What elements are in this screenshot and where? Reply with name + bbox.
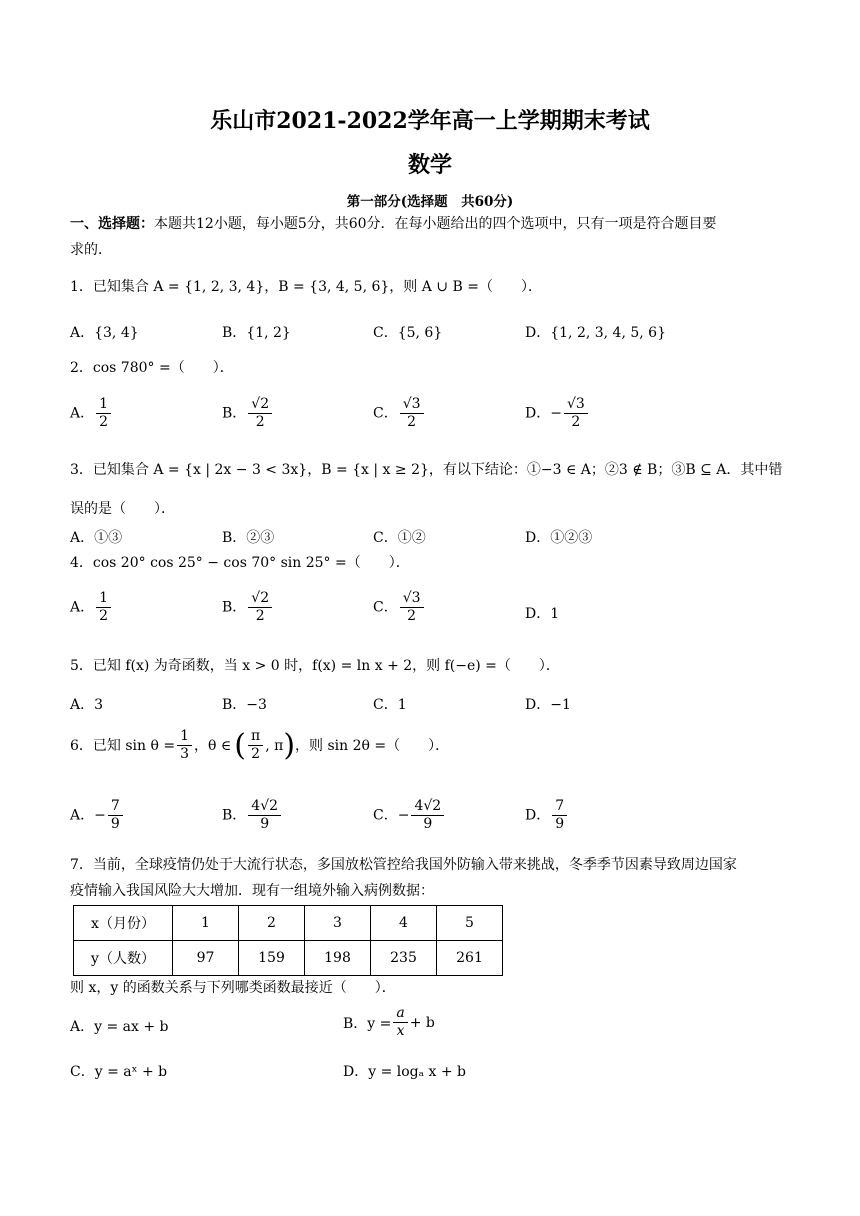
- cases-table: [73, 905, 503, 976]
- question-2-option-a: A． $\frac{1}{2}$: [70, 396, 113, 431]
- question-2-option-c: C． $\frac{√3}{2}$: [373, 396, 426, 431]
- question-2-option-d: D．− $\frac{√3}{2}$: [525, 396, 590, 431]
- table-cell: 5: [437, 906, 503, 941]
- question-4-option-b: B． $\frac{√2}{2}$: [222, 590, 274, 625]
- question-2-stem: 2．cos 780° =（ ）．: [70, 360, 234, 376]
- question-4-stem: 4．cos 20° cos 25° − cos 70° sin 25° =（ ）．: [70, 555, 410, 571]
- table-cell: 235: [371, 941, 437, 976]
- question-4-option-d: D．1: [525, 606, 560, 622]
- question-6-stem: 6．已知 sin θ = $\frac{1}{3}$ ，θ ∈ ( $\frac{\pi}{2}$ , π ) ，则 sin 2θ =（ ）．: [70, 727, 450, 763]
- question-1-option-d: D．{1, 2, 3, 4, 5, 6}: [525, 325, 666, 341]
- question-1-option-a: A．{3, 4}: [70, 325, 139, 341]
- question-5-option-a: A．3: [70, 697, 104, 713]
- question-7-stem-line3: 则 x，y 的函数关系与下列哪类函数最接近（ ）．: [70, 980, 396, 996]
- exam-title: 乐山市2021-2022学年高一上学期期末考试: [210, 108, 650, 134]
- question-4-option-c: C． $\frac{√3}{2}$: [373, 590, 426, 625]
- question-6-option-a: A．− $\frac{7}{9}$: [70, 798, 125, 833]
- table-cell: 2: [239, 906, 305, 941]
- question-7-option-b: B．y = $\frac{a}{x}$ + b: [343, 1005, 435, 1039]
- table-cell: 1: [173, 906, 239, 941]
- row-x-header: x（月份）: [74, 906, 173, 941]
- question-3-stem-line1: 3．已知集合 A = {x | 2x − 3 < 3x}，B = {x | x ≥ 2}，有以下结论：①−3 ∈ A；②3 ∉ B；③B ⊆ A．其中错: [70, 462, 783, 478]
- table-cell: 159: [239, 941, 305, 976]
- question-7-option-c: C．y = aˣ + b: [70, 1064, 168, 1080]
- table-cell: 97: [173, 941, 239, 976]
- question-1-option-c: C．{5, 6}: [373, 325, 443, 341]
- part-header: 第一部分(选择题 共60分): [346, 194, 514, 210]
- question-5-stem: 5．已知 f(x) 为奇函数，当 x > 0 时，f(x) = ln x + 2，则 f(−e) =（ ）．: [70, 658, 560, 674]
- table-row: [74, 906, 503, 941]
- question-5-option-d: D．−1: [525, 697, 571, 713]
- question-3-option-a: A．①③: [70, 530, 123, 546]
- question-1-option-b: B．{1, 2}: [222, 325, 291, 341]
- section-label: 一、选择题：: [70, 216, 154, 232]
- table-row: [74, 941, 503, 976]
- question-7-stem-line1: 7．当前，全球疫情仍处于大流行状态，多国放松管控给我国外防输入带来挑战，冬季季节因素导致周边国家: [70, 857, 737, 873]
- question-5-option-c: C．1: [373, 697, 407, 713]
- question-6-option-d: D． $\frac{7}{9}$: [525, 798, 569, 833]
- section-instructions-line1: 本题共12小题，每小题5分，共60分．在每小题给出的四个选项中，只有一项是符合题目要: [154, 216, 717, 232]
- section-instructions: [70, 214, 717, 234]
- table-cell: 4: [371, 906, 437, 941]
- question-5-option-b: B．−3: [222, 697, 267, 713]
- question-7-stem-line2: 疫情输入我国风险大大增加．现有一组境外输入病例数据：: [70, 883, 434, 899]
- question-2-option-b: B． $\frac{√2}{2}$: [222, 396, 274, 431]
- row-y-header: y（人数）: [74, 941, 173, 976]
- question-7-option-d: D．y = logₐ x + b: [343, 1064, 466, 1080]
- question-6-option-c: C．− $\frac{4√2}{9}$: [373, 798, 446, 833]
- question-7-option-a: A．y = ax + b: [70, 1019, 169, 1035]
- question-3-option-d: D．①②③: [525, 530, 593, 546]
- right-paren: ): [283, 727, 296, 763]
- section-instructions-line2: 求的．: [70, 242, 112, 258]
- table-cell: 3: [305, 906, 371, 941]
- question-4-option-a: A． $\frac{1}{2}$: [70, 590, 113, 625]
- table-cell: 261: [437, 941, 503, 976]
- question-6-option-b: B． $\frac{4√2}{9}$: [222, 798, 283, 833]
- left-paren: (: [234, 727, 246, 763]
- question-3-stem-line2: 误的是（ ）．: [70, 501, 175, 517]
- table-cell: 198: [305, 941, 371, 976]
- question-1-stem: 1．已知集合 A = {1, 2, 3, 4}，B = {3, 4, 5, 6}，则 A ∪ B =（ ）．: [70, 279, 542, 295]
- question-3-option-b: B．②③: [222, 530, 275, 546]
- exam-subject: 数学: [407, 152, 452, 178]
- question-3-option-c: C．①②: [373, 530, 426, 546]
